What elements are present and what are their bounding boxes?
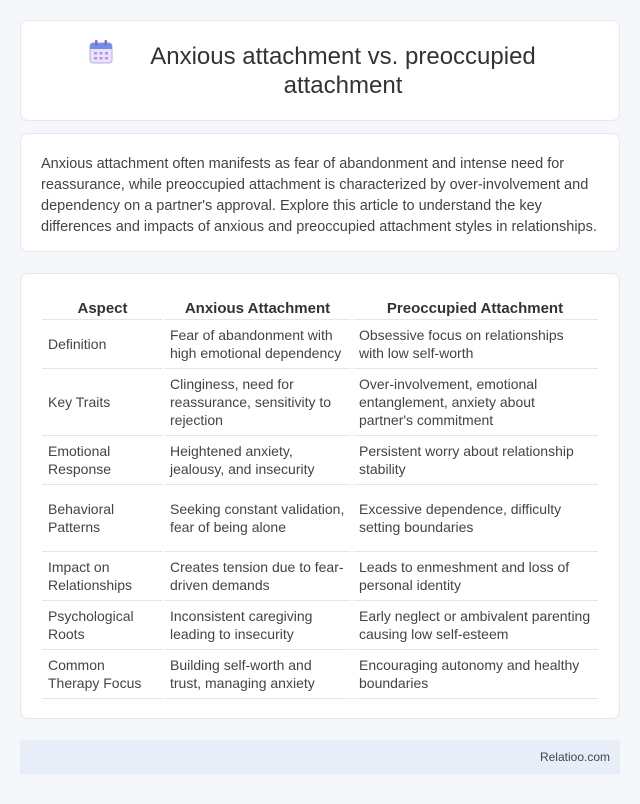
row-aspect: Psychological Roots — [42, 600, 163, 649]
row-preoccupied: Encouraging autonomy and healthy boundaries — [352, 649, 598, 698]
row-aspect: Definition — [42, 319, 163, 368]
header-anxious: Anxious Attachment — [184, 299, 331, 317]
row-anxious: Inconsistent caregiving leading to insecurity — [163, 600, 352, 649]
table-header-row — [42, 294, 598, 319]
row-anxious: Clinginess, need for reassurance, sensitivity to rejection — [163, 368, 352, 435]
intro-paragraph: Anxious attachment often manifests as fear of abandonment and intense need for reassurance, while preoccupied attachment is characterized by over-involvement and dependency on a partner's approval. Explore this article to understand the key differences and impacts of anxious and preoccupied attachment styles in relationships. — [41, 156, 597, 235]
table-row — [42, 484, 598, 551]
table-row — [42, 319, 598, 368]
row-aspect: Behavioral Patterns — [42, 484, 163, 551]
row-anxious: Heightened anxiety, jealousy, and insecurity — [163, 435, 352, 484]
row-anxious: Seeking constant validation, fear of being alone — [163, 484, 352, 551]
table-row — [42, 435, 598, 484]
comparison-table — [42, 294, 598, 699]
row-preoccupied: Over-involvement, emotional entanglement, anxiety about partner's commitment — [352, 368, 598, 435]
intro-card — [20, 133, 620, 252]
table-row — [42, 649, 598, 698]
title-wrap — [87, 42, 553, 100]
row-aspect: Key Traits — [42, 368, 163, 435]
row-preoccupied: Excessive dependence, difficulty setting boundaries — [352, 484, 598, 551]
page-title: Anxious attachment vs. preoccupied attachment — [150, 42, 536, 99]
row-preoccupied: Persistent worry about relationship stability — [352, 435, 598, 484]
row-aspect: Common Therapy Focus — [42, 649, 163, 698]
header-aspect: Aspect — [77, 299, 128, 317]
row-aspect: Impact on Relationships — [42, 551, 163, 600]
footer — [20, 740, 620, 774]
row-anxious: Creates tension due to fear-driven demands — [163, 551, 352, 600]
table-row — [42, 551, 598, 600]
row-aspect: Emotional Response — [42, 435, 163, 484]
comparison-card — [20, 273, 620, 719]
title-card — [20, 20, 620, 121]
row-preoccupied: Early neglect or ambivalent parenting causing low self-esteem — [352, 600, 598, 649]
header-preoccupied: Preoccupied Attachment — [386, 299, 564, 317]
row-anxious: Building self-worth and trust, managing anxiety — [163, 649, 352, 698]
table-row — [42, 368, 598, 435]
row-preoccupied: Leads to enmeshment and loss of personal identity — [352, 551, 598, 600]
row-preoccupied: Obsessive focus on relationships with low self-worth — [352, 319, 598, 368]
footer-brand: Relatioo.com — [539, 750, 610, 764]
calendar-icon — [87, 38, 115, 66]
table-row — [42, 600, 598, 649]
row-anxious: Fear of abandonment with high emotional dependency — [163, 319, 352, 368]
